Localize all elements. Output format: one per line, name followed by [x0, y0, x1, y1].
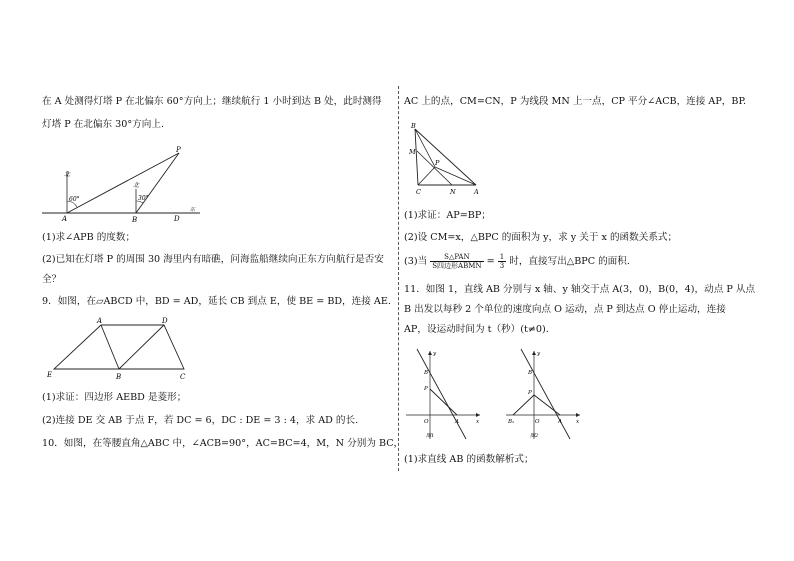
q10-part1: (1)求证：AP=BP； — [404, 210, 491, 221]
north-label-a: 北 — [64, 171, 71, 178]
q10-stem-continued: AC 上的点，CM=CN，P 为线段 MN 上一点，CP 平分∠ACB，连接 AP，BP. — [404, 96, 747, 107]
y-axis-arrow — [532, 351, 536, 355]
q10-part2: (2)设 CM=x，△BPC 的面积为 y，求 y 关于 x 的函数关系式； — [404, 232, 678, 243]
line-bp — [136, 153, 179, 213]
q10-part3 — [404, 253, 630, 270]
coordinate-figure-1 — [404, 347, 484, 445]
tri-label-a: A — [474, 188, 479, 196]
segment-db — [119, 325, 164, 369]
q8-text-line1: 在 A 处测得灯塔 P 在北偏东 60°方向上；继续航行 1 小时到达 B 处，此时测得 — [42, 96, 382, 107]
tri-label-p: P — [435, 159, 440, 167]
parallelogram-figure — [44, 317, 194, 382]
point-b-label: B — [132, 216, 138, 223]
fig1-o-label: O — [424, 419, 429, 425]
segments-b1-p-a — [513, 395, 560, 415]
line-ab — [417, 349, 466, 439]
fig1-b-label: B — [424, 370, 429, 376]
fig2-y-label: y — [537, 351, 541, 357]
q11-part1: (1)求直线 AB 的函数解析式； — [404, 454, 534, 465]
para-label-b: B — [116, 373, 122, 381]
area-ratio-fraction — [430, 253, 483, 270]
q8-part2-line2: 全？ — [42, 274, 62, 285]
tri-label-c: C — [416, 188, 421, 196]
fig2-x-label: x — [576, 419, 580, 425]
one-third-numerator: 1 — [499, 253, 505, 261]
para-label-c: C — [180, 373, 186, 381]
tri-label-b: B — [411, 122, 416, 130]
isosceles-triangle-figure — [406, 121, 491, 201]
segment-bp — [415, 129, 435, 167]
segment-cp — [418, 167, 435, 185]
ship-bearing-figure — [42, 143, 202, 223]
fig1-a-label: A — [455, 419, 459, 425]
area-ratio-denominator: S四边形ABMN — [432, 262, 482, 270]
angle-30-label: 30° — [138, 195, 149, 202]
fig2-a-label: A — [558, 419, 562, 425]
segment-ap — [430, 389, 457, 415]
fig1-caption: 图1 — [426, 433, 435, 439]
fig2-p-label: P — [528, 390, 532, 396]
q8-text-line2: 灯塔 P 在北偏东 30°方向上. — [42, 119, 165, 130]
fig2-caption: 图2 — [530, 433, 539, 439]
fig1-p-label: P — [424, 386, 428, 392]
q9-part2: (2)连接 DE 交 AB 于点 F，若 DC = 6，DC : DE = 3 : 4，求 AD 的长. — [42, 415, 359, 426]
east-label: 东 — [190, 207, 196, 213]
angle-60-label: 60° — [69, 196, 80, 203]
point-p-label: P — [176, 146, 181, 154]
x-axis-arrow — [576, 413, 580, 417]
outer-shape — [54, 325, 184, 369]
segment-ab — [101, 325, 119, 369]
fig2-b-label: B — [528, 370, 533, 376]
fig1-x-label: x — [476, 419, 480, 425]
point-d-label: D — [174, 215, 180, 223]
q10-part3-prefix: (3)当 — [404, 256, 428, 267]
q9-part1: (1)求证：四边形 AEBD 是菱形； — [42, 392, 187, 403]
q10-part3-suffix: 时，直接写出△BPC 的面积. — [509, 256, 630, 267]
one-third-fraction — [498, 253, 506, 270]
q10-stem: 10．如图，在等腰直角△ABC 中，∠ACB=90°，AC=BC=4，M，N 分别为 BC， — [42, 438, 404, 449]
north-label-b: 北 — [133, 182, 140, 189]
y-axis-arrow — [428, 351, 432, 355]
line-ap — [67, 153, 179, 213]
side-bc — [415, 129, 418, 185]
q10-part3-equals: = — [486, 256, 495, 267]
para-label-d: D — [162, 317, 168, 325]
q9-stem: 9．如图，在▱ABCD 中，BD = AD，延长 CB 到点 E，使 BE = BD，连接 AE. — [42, 296, 391, 307]
fig2-b1-label: B₁ — [508, 419, 515, 425]
coordinate-figure-2 — [504, 347, 584, 445]
q8-part1: (1)求∠APB 的度数； — [42, 232, 136, 243]
side-ab — [415, 129, 476, 185]
column-divider — [398, 86, 399, 471]
x-axis-arrow — [476, 413, 480, 417]
para-label-e: E — [47, 371, 53, 379]
para-label-a: A — [97, 317, 103, 325]
q8-part2-line1: (2)已知在灯塔 P 的周围 30 海里内有暗礁，问海监船继续向正东方向航行是否安 — [42, 254, 384, 265]
tri-label-n: N — [450, 188, 456, 196]
one-third-denominator: 3 — [499, 262, 505, 270]
point-a-label: A — [62, 215, 68, 223]
fig1-y-label: y — [433, 351, 437, 357]
fig2-o-label: O — [535, 419, 540, 425]
q11-line2: B 出发以每秒 2 个单位的速度向点 O 运动，点 P 到达点 O 停止运动，连接 — [404, 304, 726, 315]
area-ratio-numerator: S△PAN — [430, 253, 483, 262]
q11-line3: AP，设运动时间为 t（秒）(t≠0). — [404, 324, 549, 335]
segment-ap — [435, 167, 476, 185]
tri-label-m: M — [409, 148, 416, 156]
q11-line1: 11．如图 1，直线 AB 分别与 x 轴、y 轴交于点 A(3，0)，B(0，4)，动点 P 从点 — [404, 284, 756, 295]
